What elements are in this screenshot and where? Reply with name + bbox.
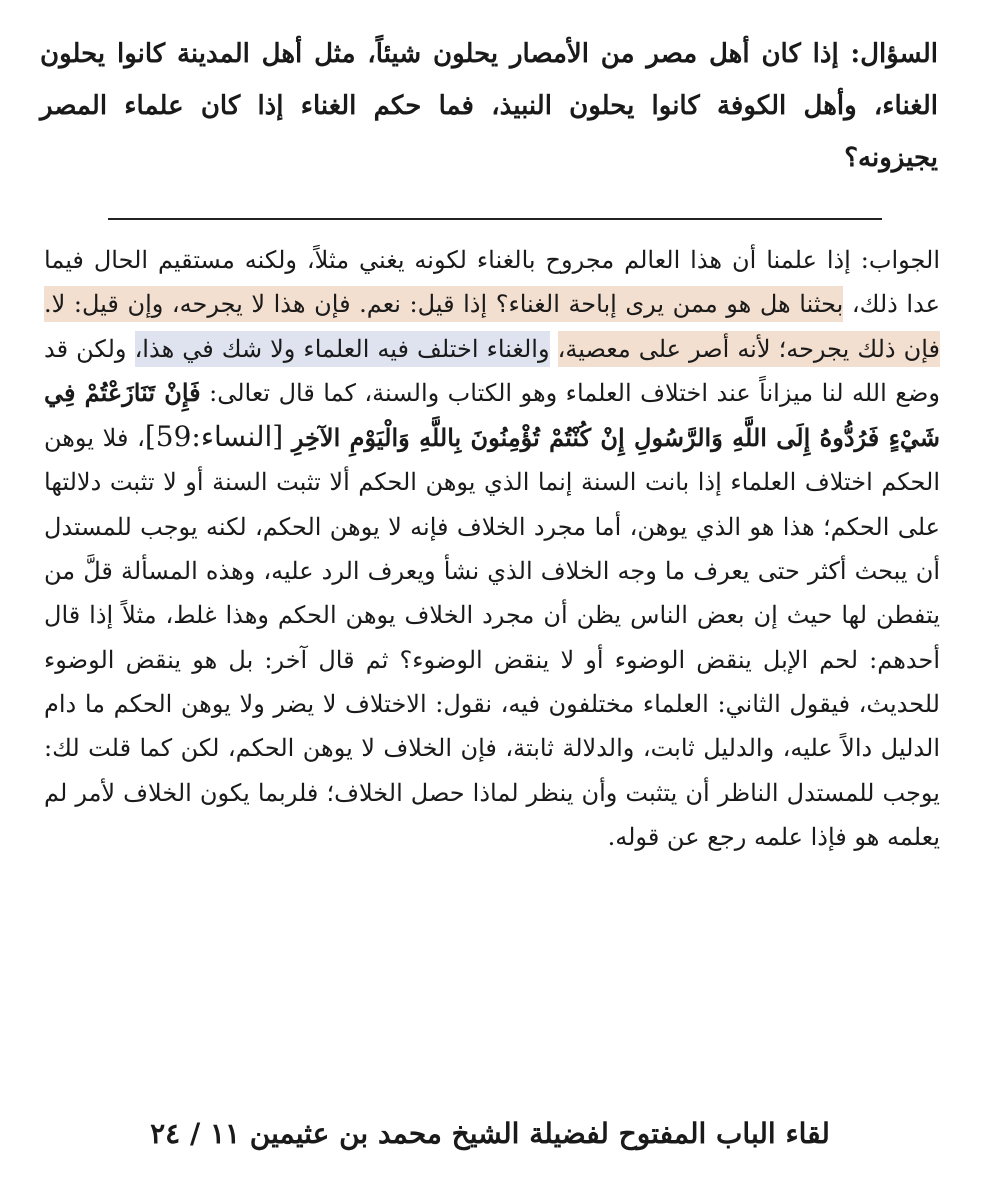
answer-paragraph — [44, 238, 940, 859]
question-paragraph: السؤال: إذا كان أهل مصر من الأمصار يحلون شيئاً، مثل أهل المدينة كانوا يحلون الغناء، وأهل الكوفة كانوا يحلون النبيذ، فما حكم الغناء إذا كان علماء المصر يجيزونه؟ — [40, 39, 938, 173]
divider-line — [108, 218, 882, 220]
answer-text-body: ، فلا يوهن الحكم اختلاف العلماء إذا بانت السنة إنما الذي يوهن الحكم ألا تثبت السنة أو لا تثبت دلالتها على الحكم؛ هذا هو الذي يوهن، أما مجرد الخلاف فإنه لا يوهن الحكم، لكنه يوجب للمستدل أن يبحث أكثر حتى يعرف ما وجه الخلاف الذي نشأ ويعرف الرد عليه، وهذه المسألة قلَّ من يتفطن لها حيث إن بعض الناس يظن أن مجرد الخلاف يوهن الحكم وهذا غلط، مثلاً إذا قال أحدهم: لحم الإبل ينقض الوضوء أو لا ينقض الوضوء؟ ثم قال آخر: بل هو ينقض الوضوء للحديث، فيقول الثاني: العلماء مختلفون فيه، نقول: الاختلاف لا يضر ولا يوهن الحكم ما دام الدليل دالاً عليه، والدليل ثابت، والدلالة ثابتة، فإن الخلاف لا يوهن الحكم، لكن كما قلت لك: يوجب للمستدل الناظر أن يتثبت وأن ينظر لماذا حصل الخلاف؛ فلربما يكون الخلاف لأمر لم يعلمه هو فإذا علمه رجع عن قوله. — [44, 424, 940, 851]
verse-citation: [النساء:59] — [144, 420, 284, 454]
answer-text-scale: ولكن قد وضع الله لنا ميزاناً عند اختلاف العلماء وهو الكتاب والسنة، كما قال تعالى: — [44, 334, 940, 407]
quran-verse: فَإِنْ تَنَازَعْتُمْ فِي شَيْءٍ فَرُدُّوهُ إِلَى اللَّهِ وَالرَّسُولِ إِنْ كُنْتُمْ تُؤْمِنُونَ بِاللَّهِ وَالْيَوْمِ الآخِرِ — [44, 377, 940, 453]
highlighted-text-orange: بحثنا هل هو ممن يرى إباحة الغناء؟ إذا قيل: نعم. فإن هذا لا يجرحه، وإن قيل: لا. فإن ذلك يجرحه؛ لأنه أصر على معصية، — [44, 290, 940, 363]
source-reference: لقاء الباب المفتوح لفضيلة الشيخ محمد بن عثيمين ١١ / ٢٤ — [150, 1117, 830, 1150]
answer-text-intro: الجواب: إذا علمنا أن هذا العالم مجروح بالغناء لكونه يغني مثلاً، ولكنه مستقيم الحال فيما عدا ذلك، — [44, 246, 940, 319]
highlighted-text-blue: والغناء اختلف فيه العلماء ولا شك في هذا، — [134, 334, 550, 363]
